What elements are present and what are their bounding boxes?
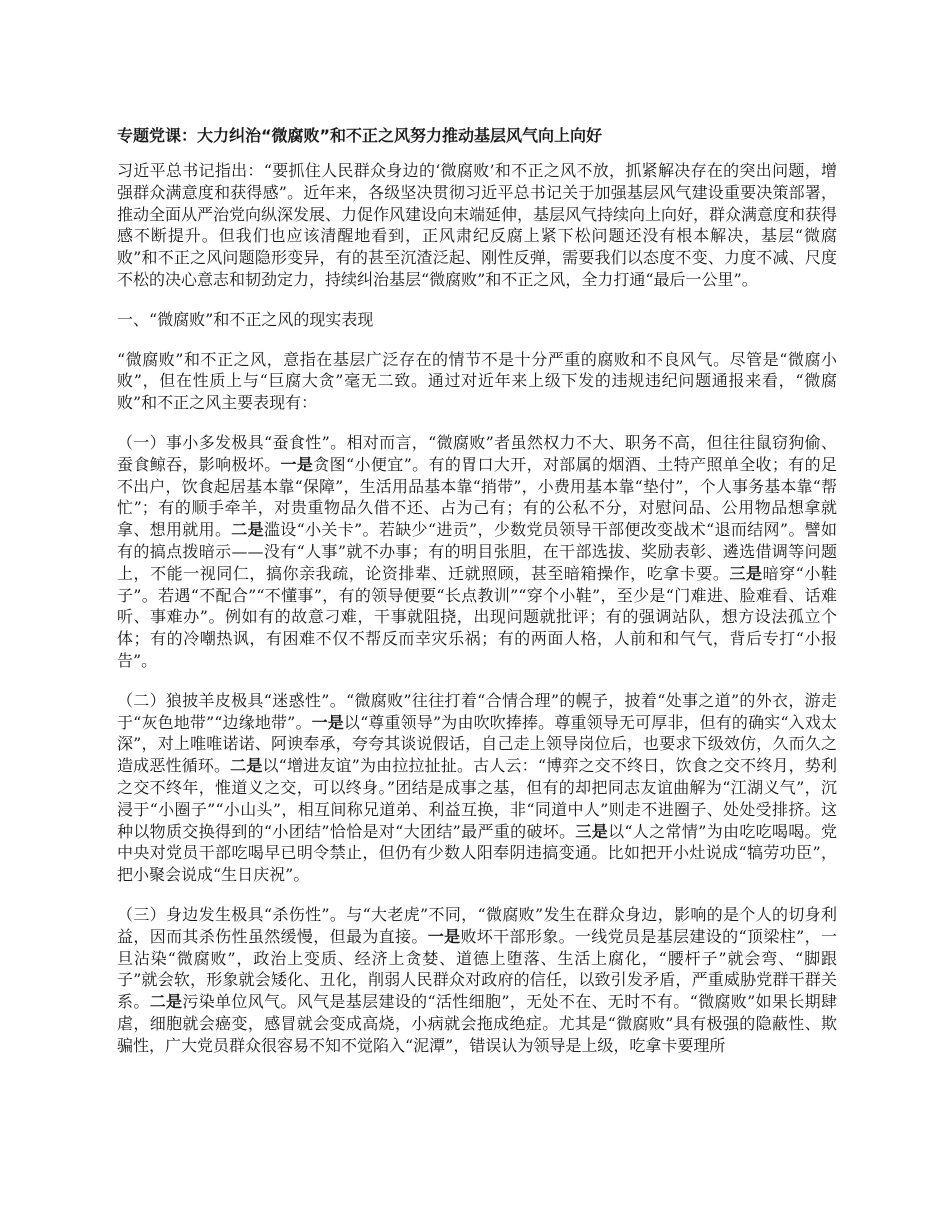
keyword-first: 一是 xyxy=(311,712,344,732)
keyword-second: 二是 xyxy=(149,992,183,1012)
text-run: 以“人之常情”为由吃吃喝喝。党中央对党员干部吃喝早已明令禁止，但仍有少数人阳奉阴违搞变通。比如把开小灶说成“犒劳功臣”，把小聚会说成“生日庆祝”。 xyxy=(117,821,837,885)
text-run: （一）事小多发极具“蚕食性”。相对而言，“微腐败”者虽然权力不大、职务不高，但往往鼠窃狗偷、蚕食鲸吞，影响极坏。 xyxy=(117,432,837,474)
text-run: （二）狼披羊皮极具“迷惑性”。“微腐败”往往打着“合情合理”的幌子，披着“处事之道”的外衣，游走于“灰色地带”“边缘地带”。 xyxy=(117,690,837,732)
text-run: 以“尊重领导”为由吹吹捧捧。尊重领导无可厚非，但有的确实“入戏太深”，对上唯唯诺诺、阿谀奉承，夸夸其谈说假话，自己走上领导岗位后，也要求下级效仿，久而久之造成恶性循环。 xyxy=(117,712,837,776)
keyword-second: 二是 xyxy=(230,756,263,776)
keyword-first: 一是 xyxy=(280,454,314,474)
text-run: 滥设“小关卡”。若缺少“进贡”，少数党员领导干部便改变战术“退而结网”。譬如有的搞点拨暗示——没有“人事”就不办事；有的明目张胆，在干部选拔、奖励表彰、遴选借调等问题上，不能一视同仁，搞你亲我疏，论资排辈、迁就照顾，甚至暗箱操作，吃拿卡要。 xyxy=(117,520,837,583)
intro-paragraph: 习近平总书记指出：“要抓住人民群众身边的‘微腐败’和不正之风不放，抓紧解决存在的突出问题，增强群众满意度和获得感”。近年来，各级坚决贯彻习近平总书记关于加强基层风气建设重要决策部署，推动全面从严治党向纵深发展、力促作风建设向末端延伸，基层风气持续向上向好，群众满意度和获得感不断提升。但我们也应该清醒地看到，正风肃纪反腐上紧下松问题还没有根本解决，基层“微腐败”和不正之风问题隐形变异，有的甚至沉渣泛起、刚性反弹，需要我们以态度不变、力度不减、尺度不松的决心意志和韧劲定力，持续纠治基层“微腐败”和不正之风，全力打通“最后一公里”。 xyxy=(117,161,838,289)
keyword-third: 三是 xyxy=(729,563,763,583)
section-intro-paragraph: “微腐败”和不正之风，意指在基层广泛存在的情节不是十分严重的腐败和不良风气。尽管是“微腐小败”，但在性质上与“巨腐大贪”毫无二致。通过对近年来上级下发的违规违纪问题通报来看，“微腐败”和不正之风主要表现有： xyxy=(117,349,837,413)
document-page xyxy=(117,126,837,1074)
keyword-first: 一是 xyxy=(427,926,461,946)
point-one-paragraph xyxy=(117,432,837,672)
text-run: 以“增进友谊”为由拉拉扯扯。古人云：“博弈之交不终日，饮食之交不终月，势利之交不终年，惟道义之交，可以终身。”团结是成事之基，但有的却把同志友谊曲解为“江湖义气”，沉浸于“小圈子”“小山头”，相互间称兄道弟、利益互换，非“同道中人”则走不进圈子、处处受排挤。这种以物质交换得到的“小团结”恰恰是对“大团结”最严重的破坏。 xyxy=(117,756,837,841)
text-run: （三）身边发生极具“杀伤性”。与“大老虎”不同，“微腐败”发生在群众身边，影响的是个人的切身利益，因而其杀伤性虽然缓慢，但最为直接。 xyxy=(117,904,837,946)
keyword-second: 二是 xyxy=(231,520,264,540)
point-three-paragraph xyxy=(117,904,837,1057)
text-run: 败坏干部形象。一线党员是基层建设的“顶梁柱”，一旦沾染“微腐败”，政治上变质、经济上贪婪、道德上堕落、生活上腐化，“腰杆子”就会弯、“脚跟子”就会软，形象就会矮化、丑化，削弱人民群众对政府的信任，以致引发矛盾，严重威胁党群干群关系。 xyxy=(117,926,837,1012)
section-heading: 一、“微腐败”和不正之风的现实表现 xyxy=(117,309,374,329)
keyword-third: 三是 xyxy=(575,821,609,841)
text-run: 污染单位风气。风气是基层建设的“活性细胞”，无处不在、无时不有。“微腐败”如果长期肆虐，细胞就会癌变，感冒就会变成高烧，小病就会拖成绝症。尤其是“微腐败”具有极强的隐蔽性、欺骗性，广大党员群众很容易不知不觉陷入“泥潭”，错误认为领导是上级，吃拿卡要理所 xyxy=(117,992,837,1055)
point-two-paragraph xyxy=(117,690,837,886)
text-run: 贪图“小便宜”。有的胃口大开，对部属的烟酒、土特产照单全收；有的足不出户，饮食起居基本靠“保障”，生活用品基本靠“捎带”，小费用基本靠“垫付”，个人事务基本靠“帮忙”；有的顺手牵羊，对贵重物品久借不还、占为己有；有的公私不分，对慰问品、公用物品想拿就拿、想用就用。 xyxy=(117,454,837,540)
document-title: 专题党课：大力纠治“微腐败”和不正之风努力推动基层风气向上向好 xyxy=(117,126,603,145)
text-run: 暗穿“小鞋子”。若遇“不配合”“不懂事”，有的领导便要“长点教训”“穿个小鞋”，至少是“门难进、脸难看、话难听、事难办”。例如有的故意刁难，干事就阻挠，出现问题就批评；有的强调站队，想方设法孤立个体；有的冷嘲热讽，有困难不仅不帮反而幸灾乐祸；有的两面人格，人前和和气气，背后专打“小报告”。 xyxy=(117,563,837,670)
